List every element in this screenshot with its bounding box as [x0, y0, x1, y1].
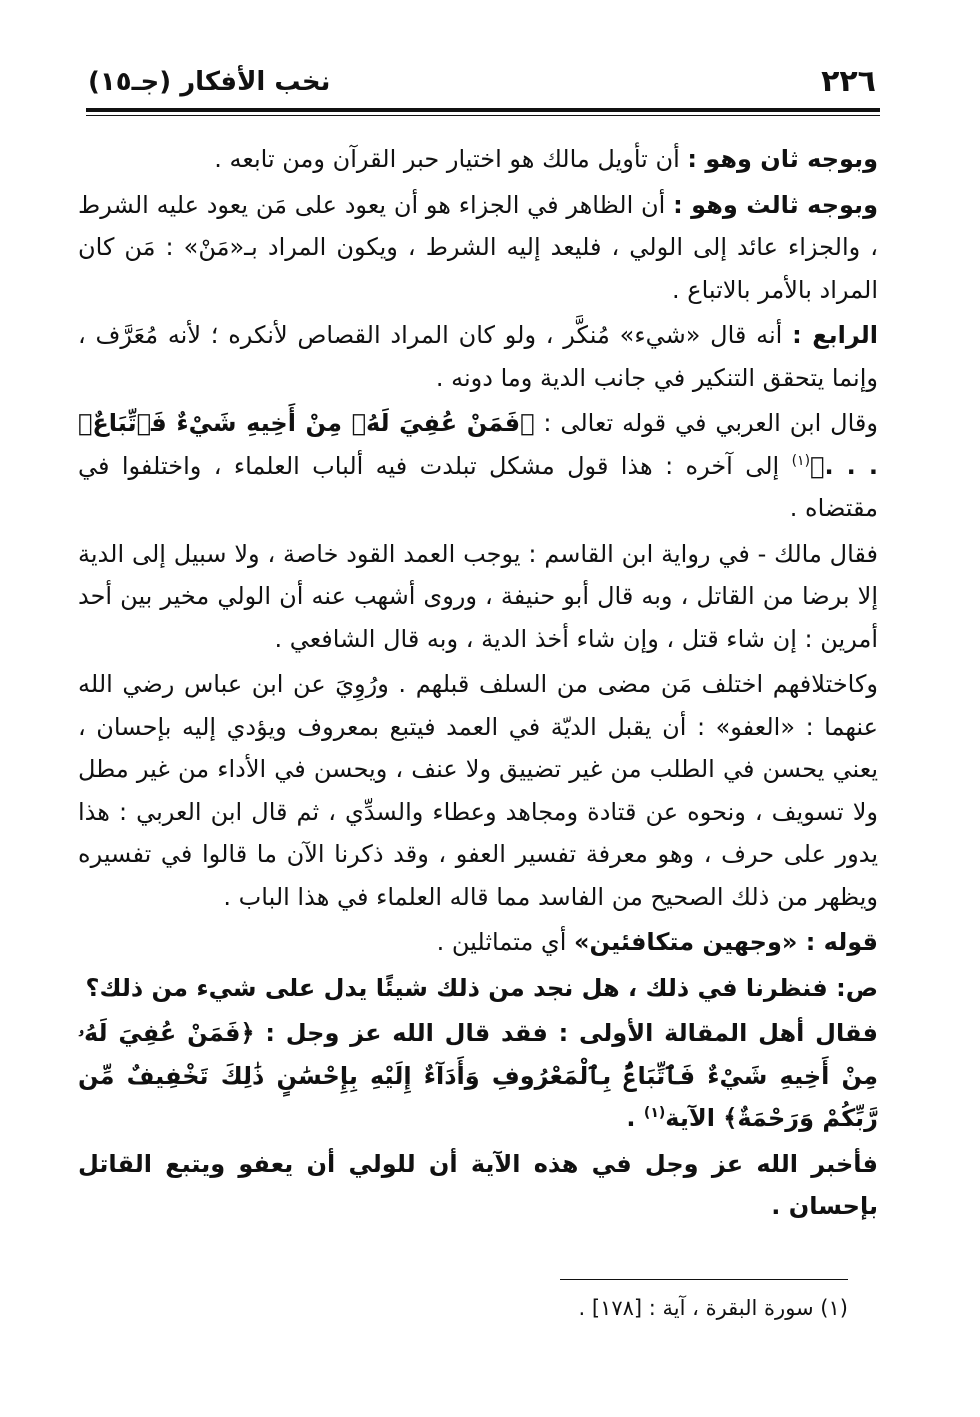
paragraph — [78, 663, 878, 918]
paragraph-text: أي متماثلين . — [436, 928, 575, 956]
paragraph-text: أنه قال «شيء» مُنكَّر ، ولو كان المراد القصاص لأنكره ؛ لأنه مُعَرَّف ، وإنما يتحقق التنكير في جانب الدية وما دونه . — [78, 321, 878, 392]
page-number: ٢٢٦ — [821, 64, 876, 99]
header-rule-thick — [86, 108, 880, 112]
paragraph-text: فأخبر الله عز وجل في هذه الآية أن للولي أن يعفو ويتبع القاتل بإحسان . — [78, 1149, 878, 1220]
paragraph-lead: قوله : «وجهين متكافئين» — [574, 928, 878, 956]
paragraph-text: وقال ابن العربي في قوله تعالى : — [534, 409, 878, 437]
paragraph — [78, 402, 878, 530]
paragraph-text: فقال أهل المقالة الأولى : فقد قال الله عز وجل : — [254, 1019, 878, 1047]
quran-verse: ﴿فَمَنْ عُفِيَ لَهُۥ مِنْ أَخِيهِ شَيْءٌ فَٱتِّبَاعٌۢ . . .﴾ — [78, 409, 878, 480]
paragraph-text: إلى آخره : هذا قول مشكل تبلدت فيه ألباب العلماء ، واختلفوا في مقتضاه . — [78, 451, 878, 522]
body-text — [78, 138, 878, 1231]
running-title: نخب الأفكار (جـ١٥) — [88, 67, 331, 97]
paragraph — [78, 533, 878, 661]
paragraph-lead: الرابع : — [792, 321, 878, 349]
paragraph — [78, 184, 878, 312]
paragraph — [78, 967, 878, 1010]
paragraph-text: أن الظاهر في الجزاء هو أن يعود على مَن يعود عليه الشرط ، والجزاء عائد إلى الولي ، فليعد إليه الشرط ، ويكون المراد بـ«مَنْ» : مَن كان المراد بالأمر بالاتباع . — [78, 190, 878, 304]
page-header — [88, 62, 876, 102]
footnote-marker: (١) — [643, 1105, 666, 1121]
footnote: (١) سورة البقرة ، آية : [١٧٨] . — [578, 1296, 848, 1320]
paragraph — [78, 138, 878, 181]
paragraph-text: فقال مالك - في رواية ابن القاسم : يوجب العمد القود خاصة ، ولا سبيل إلى الدية إلا برضا من القاتل ، وبه قال أبو حنيفة ، وروى أشهب عنه أن الولي مخير بين أحد أمرين : إن شاء قتل ، وإن شاء أخذ الدية ، وبه قال الشافعي . — [78, 539, 878, 653]
paragraph-text: الآية — [665, 1104, 724, 1132]
header-rule-thin — [86, 115, 880, 116]
footnote-rule — [560, 1279, 848, 1280]
paragraph-text: . — [626, 1104, 644, 1132]
paragraph — [78, 314, 878, 399]
paragraph — [78, 1012, 878, 1140]
paragraph — [78, 1143, 878, 1228]
paragraph-lead: وبوجه ثان وهو : — [687, 145, 878, 173]
footnote-marker: (١) — [791, 452, 811, 469]
quran-verse: ﴿فَمَنْ عُفِيَ لَهُۥ مِنْ أَخِيهِ شَيْءٌ فَٱتِّبَاعٌۢ بِٱلْمَعْرُوفِ وَأَدَآءٌ إِلَيْهِ بِإِحْسَٰنٍ ذَٰلِكَ تَخْفِيفٌ مِّن رَّبِّكُمْ وَرَحْمَةٌ﴾ — [78, 1019, 878, 1132]
paragraph-lead: وبوجه ثالث وهو : — [673, 190, 878, 219]
paragraph — [78, 921, 878, 964]
paragraph-text: أن تأويل مالك هو اختيار حبر القرآن ومن تابعه . — [214, 145, 688, 173]
paragraph-text: وكاختلافهم اختلف مَن مضى من السلف قبلهم . ورُوِيَ عن ابن عباس رضي الله عنهما : «العفو» : أن يقبل الديّة في العمد فيتبع بمعروف ويؤدي إليه بإحسان ، يعني يحسن في الطلب من غير تضييق ولا عنف ، ويحسن في الأداء من غير مطل ولا تسويف ، ونحوه عن قتادة ومجاهد وعطاء والسدِّي ، ثم قال ابن العربي : هذا يدور على حرف ، وهو معرفة تفسير العفو ، وقد ذكرنا الآن ما قالوا في تفسيره ويظهر من ذلك الصحيح من الفاسد مما قاله العلماء في هذا الباب . — [78, 670, 878, 911]
paragraph-text: ص: فنظرنا في ذلك ، هل نجد من ذلك شيئًا يدل على شيء من ذلك؟ — [85, 973, 878, 1002]
